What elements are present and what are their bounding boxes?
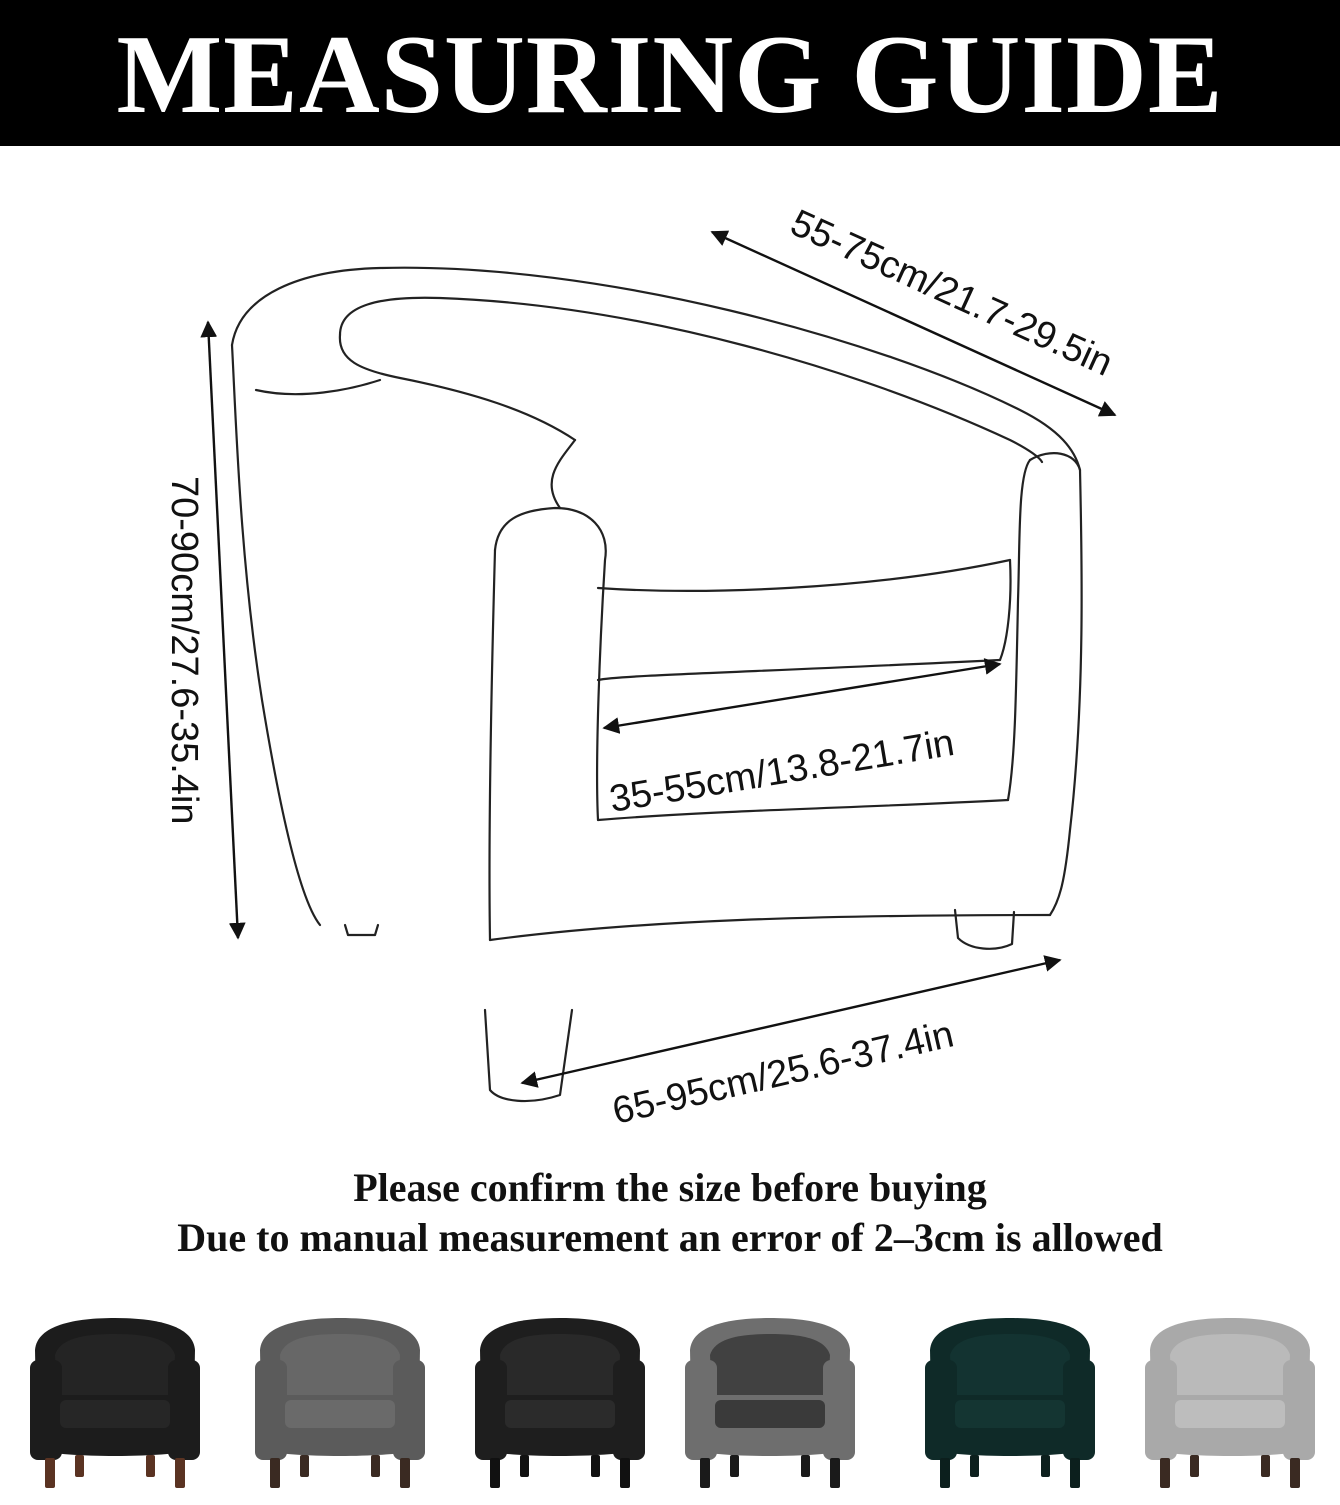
seat-width-arrow: [604, 664, 1000, 728]
light-grey-tub-chair-icon: [1130, 1300, 1330, 1500]
dimension-arrows: [208, 232, 1115, 1083]
dark-green-velvet-swivel-chair-icon: [910, 1300, 1110, 1500]
seat-width-label: 35-55cm/13.8-21.7in: [606, 721, 958, 821]
grey-channel-tufted-chair-icon: [670, 1300, 870, 1500]
black-velvet-tub-chair-icon: [460, 1300, 660, 1500]
grey-leather-studded-tub-chair-icon: [240, 1300, 440, 1500]
black-leather-tub-chair-icon: [15, 1300, 215, 1500]
dark-green-velvet-swivel-chair-icon: [910, 1300, 1110, 1500]
grey-channel-tufted-chair-icon: [670, 1300, 870, 1500]
height-label: 70-90cm/27.6-35.4in: [163, 476, 205, 825]
size-confirm-note: Please confirm the size before buying: [353, 1165, 987, 1210]
page-title: MEASURING GUIDE: [116, 13, 1224, 137]
black-velvet-tub-chair-icon: [460, 1300, 660, 1500]
height-arrow: [208, 322, 238, 938]
overall-width-label: 65-95cm/25.6-37.4in: [608, 1013, 958, 1133]
header-banner: [0, 0, 1340, 146]
depth-label: 55-75cm/21.7-29.5in: [784, 201, 1119, 385]
grey-leather-studded-tub-chair-icon: [240, 1300, 440, 1500]
light-grey-tub-chair-icon: [1130, 1300, 1330, 1500]
chair-outline: [232, 268, 1082, 1101]
black-leather-tub-chair-icon: [15, 1300, 215, 1500]
chair-measurement-diagram: [0, 146, 1340, 1156]
measurement-error-note: Due to manual measurement an error of 2–3cm is allowed: [177, 1215, 1163, 1260]
color-variants-row: [0, 1300, 1340, 1500]
